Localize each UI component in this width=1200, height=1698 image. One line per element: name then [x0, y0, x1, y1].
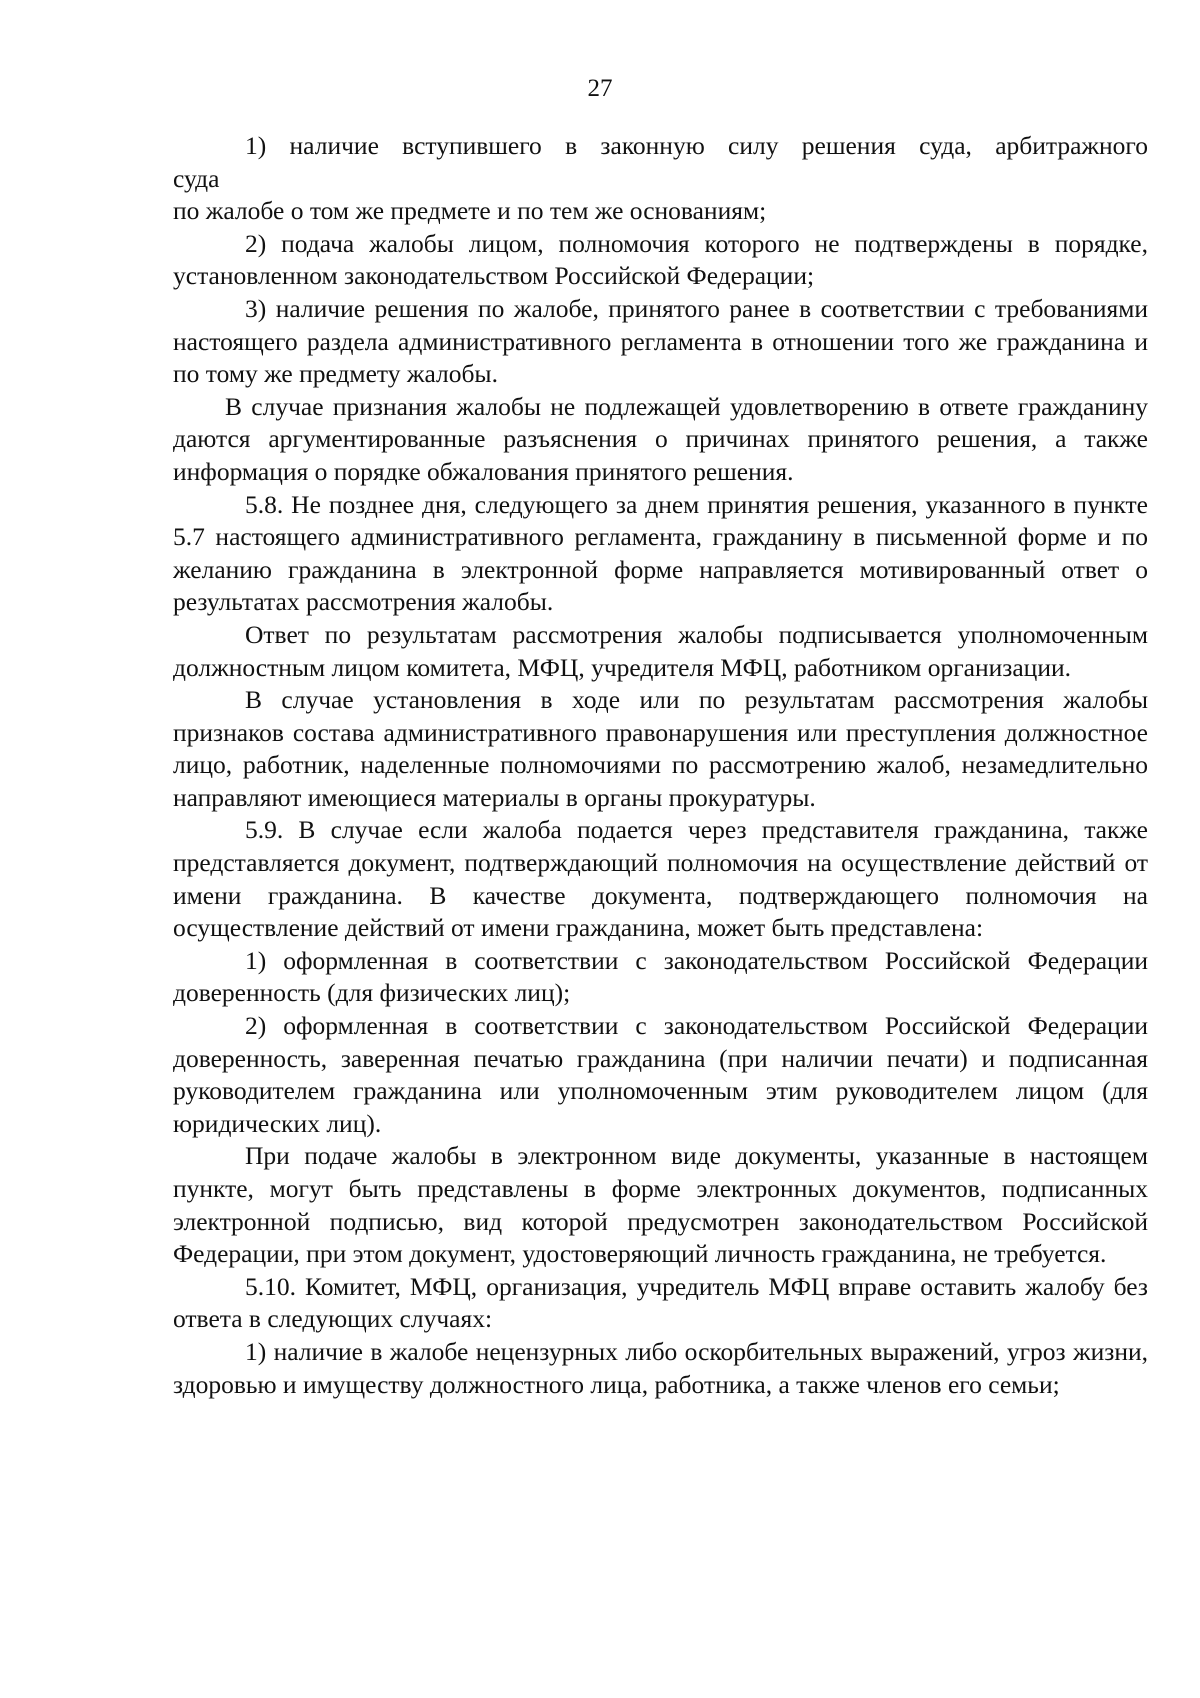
page-number: 27	[587, 75, 613, 102]
paragraph: 5.8. Не позднее дня, следующего за днем принятия решения, указанного в пункте 5.7 настоящего административного регламента, гражданину в письменной форме и по желанию гражданина в электронной форме направляется мотивированный ответ о результатах рассмотрения жалобы.	[173, 489, 1148, 617]
paragraph: 2) оформленная в соответствии с законодательством Российской Федерации доверенность, заверенная печатью гражданина (при наличии печати) и подписанная руководителем гражданина или уполномоченным этим руководителем лицом (для юридических лиц).	[173, 1011, 1148, 1138]
paragraph: 3) наличие решения по жалобе, принятого ранее в соответствии с требованиями настоящего раздела административного регламента в отношении того же гражданина и по тому же предмету жалобы.	[173, 293, 1148, 389]
paragraph: 5.9. В случае если жалоба подается через представителя гражданина, также представляется документ, подтверждающий полномочия на осуществление действий от имени гражданина. В качестве документа, подтверждающего полномочия на осуществление действий от имени гражданина, может быть представлена:	[173, 815, 1148, 943]
paragraph: При подаче жалобы в электронном виде документы, указанные в настоящем пункте, могут быть представлены в форме электронных документов, подписанных электронной подписью, вид которой предусмотрен законодательством Российской Федерации, при этом документ, удостоверяющий личность гражданина, не требуется.	[173, 1141, 1148, 1269]
paragraph: по жалобе о том же предмете и по тем же основаниям;	[173, 196, 767, 226]
paragraph: 5.10. Комитет, МФЦ, организация, учредитель МФЦ вправе оставить жалобу без ответа в следующих случаях:	[173, 1271, 1148, 1334]
paragraph: В случае установления в ходе или по результатам рассмотрения жалобы признаков состава административного правонарушения или преступления должностное лицо, работник, наделенные полномочиями по рассмотрению жалоб, незамедлительно направляют имеющиеся материалы в органы прокуратуры.	[173, 685, 1148, 812]
paragraph: суда	[173, 163, 220, 193]
paragraph: 1) оформленная в соответствии с законодательством Российской Федерации доверенность (для физических лиц);	[173, 945, 1148, 1008]
document-body	[173, 130, 1148, 1401]
paragraph: 2) подача жалобы лицом, полномочия которого не подтверждены в порядке, установленном законодательством Российской Федерации;	[173, 228, 1148, 291]
paragraph: В случае признания жалобы не подлежащей удовлетворению в ответе гражданину даются аргументированные разъяснения о причинах принятого решения, а также информация о порядке обжалования принятого решения.	[173, 391, 1148, 486]
paragraph: 1) наличие вступившего в законную силу решения суда, арбитражного	[245, 131, 1148, 160]
paragraph: 1) наличие в жалобе нецензурных либо оскорбительных выражений, угроз жизни, здоровью и имуществу должностного лица, работника, а также членов его семьи;	[173, 1336, 1148, 1399]
paragraph: Ответ по результатам рассмотрения жалобы подписывается уполномоченным должностным лицом комитета, МФЦ, учредителя МФЦ, работником организации.	[173, 619, 1148, 682]
